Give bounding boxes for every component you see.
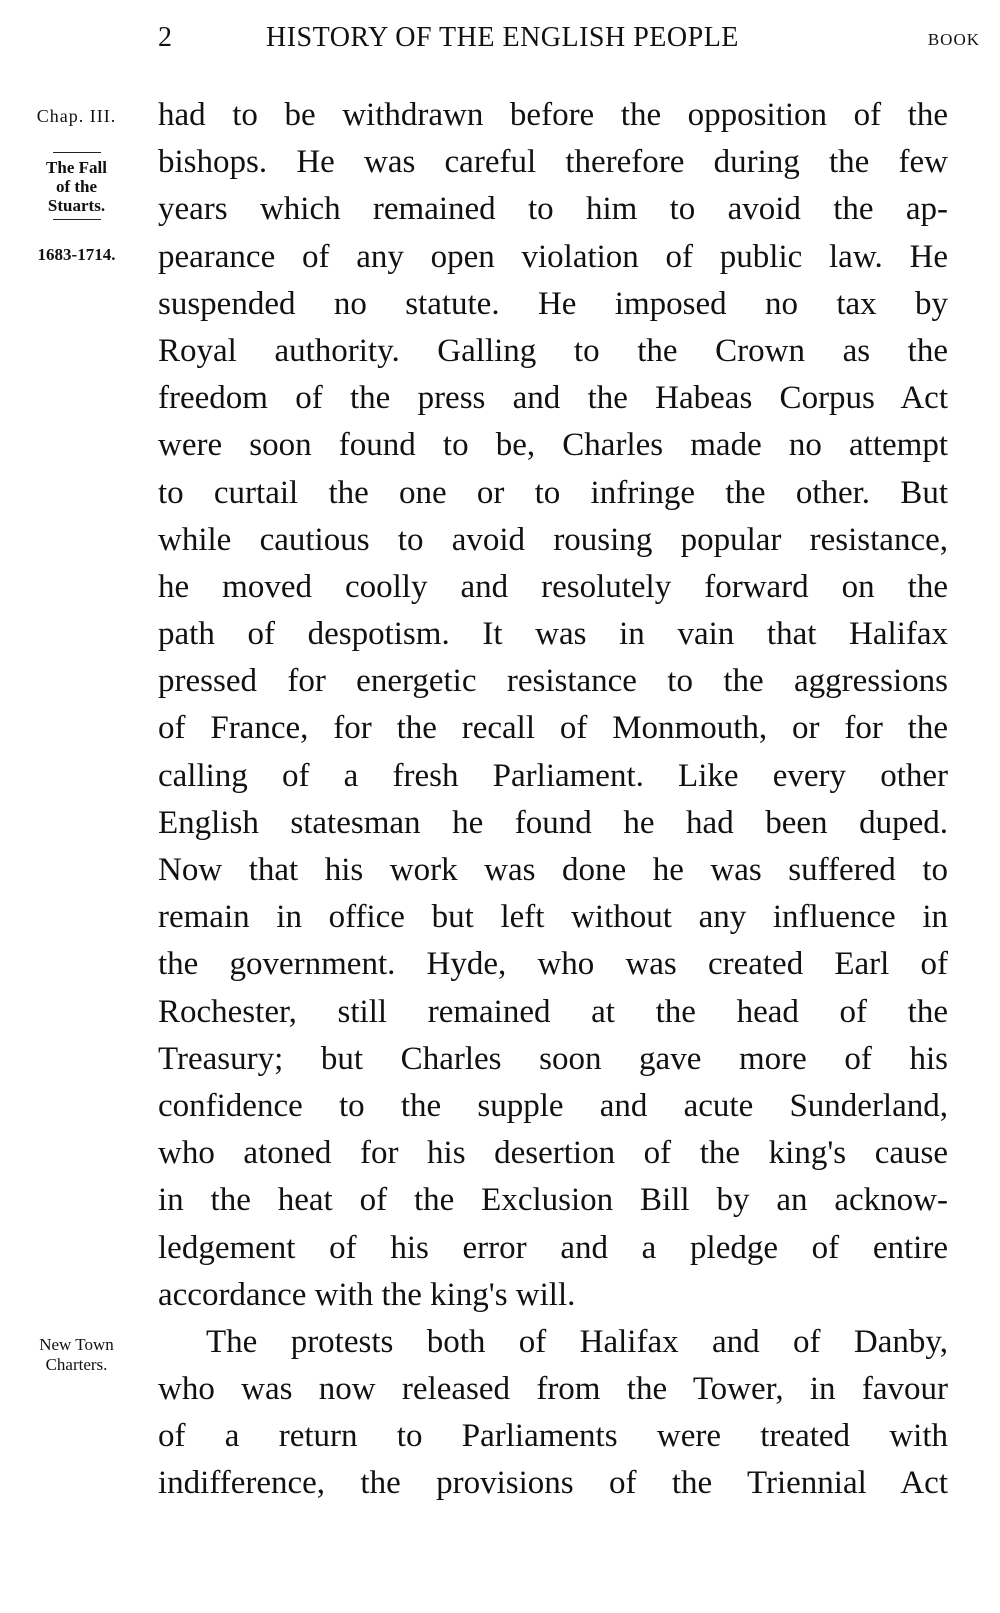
text-line: freedom of the press and the Habeas Corpus Act [158,380,948,417]
text-line: had to be withdrawn before the opposition of the [158,97,948,133]
text-line: calling of a fresh Parliament. Like every other [158,757,948,794]
text-line: indifference, the provisions of the Triennial Act [158,1465,948,1502]
body-text [158,92,948,1508]
running-head [158,18,980,62]
running-title: HISTORY OF THE ENGLISH PEOPLE [266,22,739,53]
text-line: confidence to the supple and acute Sunderland, [158,1087,948,1124]
text-line: of France, for the recall of Monmouth, or for the [158,710,948,747]
text-line: years which remained to him to avoid the ap- [158,191,948,228]
text-line: ledgement of his error and a pledge of entire [158,1229,948,1266]
text-line: while cautious to avoid rousing popular resistance, [158,521,948,558]
text-line: remain in office but left without any influence in [158,899,948,936]
sidenote-line: Charters. [45,1355,108,1374]
sidenote-line: New Town [39,1335,114,1354]
text-line: path of despotism. It was in vain that Halifax [158,616,948,653]
margin-rule-bottom [53,219,101,220]
margin-rule-top [53,152,101,153]
text-line: who atoned for his desertion of the king's cause [158,1135,948,1172]
text-line: Royal authority. Galling to the Crown as the [158,332,948,369]
text-line: to curtail the one or to infringe the other. But [158,474,948,511]
page-number: 2 [158,22,173,53]
book-label: BOOK [927,30,980,49]
text-line: The protests both of Halifax and of Danby, [206,1323,948,1360]
text-line: bishops. He was careful therefore during the few [158,144,948,181]
text-line: were soon found to be, Charles made no attempt [158,427,948,464]
text-line: of a return to Parliaments were treated with [158,1418,948,1455]
text-line: accordance with the king's will. [158,1276,576,1313]
text-line: the government. Hyde, who was created Earl of [158,946,948,983]
margin-section-line: The Fall [46,158,107,177]
margin-section-line: Stuarts. [47,196,106,215]
text-line: pearance of any open violation of public law. He [158,238,948,275]
margin-section-line: of the [55,177,98,196]
text-line: he moved coolly and resolutely forward on the [158,568,948,605]
margin-sidenote [14,1335,139,1375]
margin-chapter: Chap. III. [36,106,117,126]
margin-dates: 1683-1714. [37,245,116,264]
text-line: Treasury; but Charles soon gave more of his [158,1040,948,1077]
margin-section-title [14,148,139,225]
text-line: suspended no statute. He imposed no tax by [158,285,948,322]
text-line: in the heat of the Exclusion Bill by an acknow- [158,1182,948,1219]
text-line: pressed for energetic resistance to the aggressions [158,663,948,700]
text-line: Now that his work was done he was suffered to [158,852,948,888]
text-line: Rochester, still remained at the head of the [158,993,948,1030]
text-line: who was now released from the Tower, in favour [158,1371,948,1408]
text-line: English statesman he found he had been duped. [158,804,948,841]
